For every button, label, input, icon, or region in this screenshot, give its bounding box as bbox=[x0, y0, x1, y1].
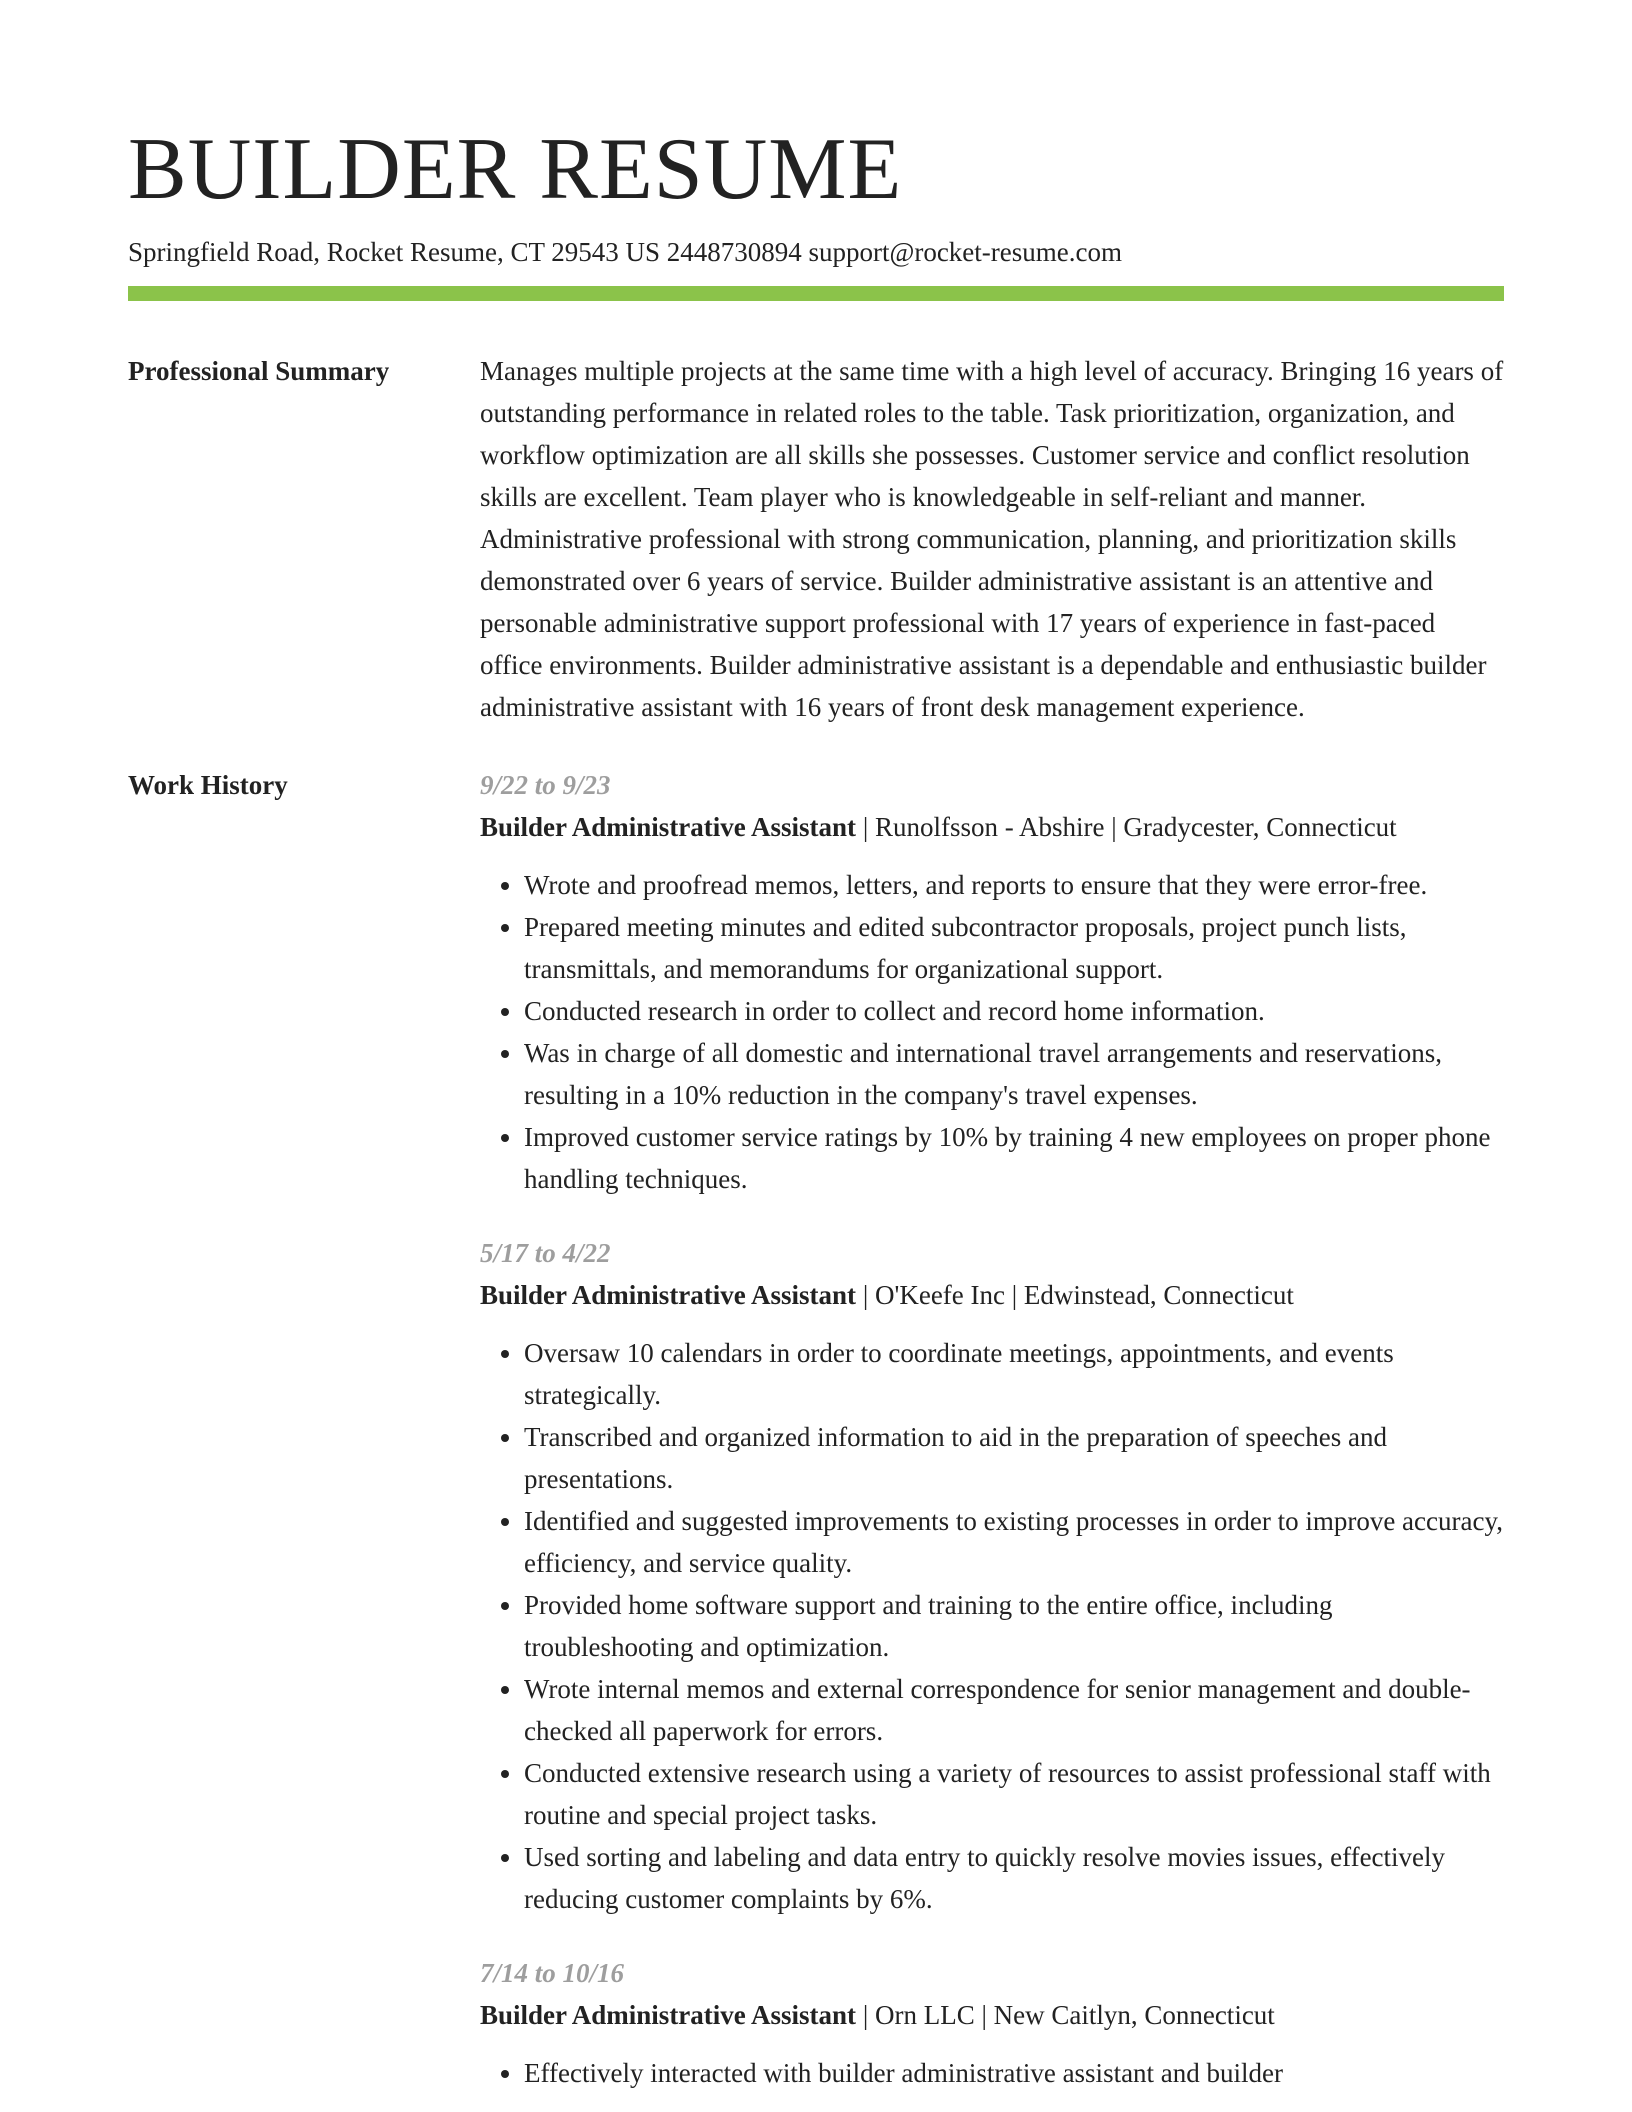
job-bullet: • Was in charge of all domestic and international travel arrangements and reservations, resulting in a 10% reduction in the company's travel expenses. bbox=[524, 1032, 1504, 1116]
contact-line: Springfield Road, Rocket Resume, CT 29543 US 2448730894 support@rocket-resume.com bbox=[128, 237, 1122, 267]
job-title: Builder Administrative Assistant bbox=[480, 812, 857, 842]
job-title: Builder Administrative Assistant bbox=[480, 2000, 857, 2030]
job-title-line bbox=[480, 806, 1504, 848]
job-bullet: • Oversaw 10 calendars in order to coordinate meetings, appointments, and events strategically. bbox=[524, 1332, 1504, 1416]
job-bullet: • Improved customer service ratings by 10% by training 4 new employees on proper phone handling techniques. bbox=[524, 1116, 1504, 1200]
job-bullet: • Conducted research in order to collect and record home information. bbox=[524, 990, 1504, 1032]
job-title-line bbox=[480, 1994, 1504, 2036]
job-bullet: • Identified and suggested improvements to existing processes in order to improve accuracy, efficiency, and service quality. bbox=[524, 1500, 1504, 1584]
job-title: Builder Administrative Assistant bbox=[480, 1280, 857, 1310]
resume-content bbox=[128, 350, 1504, 2094]
summary-text: Manages multiple projects at the same time with a high level of accuracy. Bringing 16 years of outstanding performance in related roles to the table. Task prioritization, organization, and workflow optimization are all skills she possesses. Customer service and conflict resolution skills are excellent. Team player who is knowledgeable in self-reliant and manner. Administrative professional with strong communication, planning, and prioritization skills demonstrated over 6 years of service. Builder administrative assistant is an attentive and personable administrative support professional with 17 years of experience in fast-paced office environments. Builder administrative assistant is a dependable and enthusiastic builder administrative assistant with 16 years of front desk management experience. bbox=[480, 356, 1504, 722]
job-bullets bbox=[480, 2052, 1504, 2094]
job-bullet: • Prepared meeting minutes and edited subcontractor proposals, project punch lists, transmittals, and memorandums for organizational support. bbox=[524, 906, 1504, 990]
job-employer-location: | Runolfsson - Abshire | Gradycester, Connecticut bbox=[856, 812, 1397, 842]
job-employer-location: | Orn LLC | New Caitlyn, Connecticut bbox=[856, 2000, 1275, 2030]
professional-summary-section bbox=[128, 350, 1504, 728]
job-bullet: • Wrote and proofread memos, letters, and reports to ensure that they were error-free. bbox=[524, 864, 1504, 906]
job-bullet: • Transcribed and organized information to aid in the preparation of speeches and presentations. bbox=[524, 1416, 1504, 1500]
job-bullet: • Effectively interacted with builder administrative assistant and builder bbox=[524, 2052, 1504, 2094]
candidate-name: BUILDER RESUME bbox=[128, 121, 903, 218]
job-entry bbox=[480, 764, 1504, 1200]
job-bullet: • Conducted extensive research using a variety of resources to assist professional staff with routine and special project tasks. bbox=[524, 1752, 1504, 1836]
job-employer-location: | O'Keefe Inc | Edwinstead, Connecticut bbox=[856, 1280, 1294, 1310]
section-label-work-history: Work History bbox=[128, 770, 288, 800]
job-bullet: • Wrote internal memos and external correspondence for senior management and double-checked all paperwork for errors. bbox=[524, 1668, 1504, 1752]
job-bullet: • Provided home software support and training to the entire office, including troubleshooting and optimization. bbox=[524, 1584, 1504, 1668]
work-history-section bbox=[128, 764, 1504, 2094]
job-dates: 7/14 to 10/16 bbox=[480, 1958, 625, 1988]
job-entry bbox=[480, 1952, 1504, 2094]
job-bullets bbox=[480, 1332, 1504, 1920]
resume-header bbox=[128, 118, 1504, 270]
job-dates: 9/22 to 9/23 bbox=[480, 770, 611, 800]
job-bullets bbox=[480, 864, 1504, 1200]
accent-divider bbox=[128, 286, 1504, 301]
job-bullet: • Used sorting and labeling and data entry to quickly resolve movies issues, effectively reducing customer complaints by 6%. bbox=[524, 1836, 1504, 1920]
summary-body bbox=[480, 350, 1504, 728]
work-history-body bbox=[480, 764, 1504, 2094]
job-entry bbox=[480, 1232, 1504, 1920]
job-dates: 5/17 to 4/22 bbox=[480, 1238, 611, 1268]
section-label-summary: Professional Summary bbox=[128, 356, 390, 386]
job-title-line bbox=[480, 1274, 1504, 1316]
